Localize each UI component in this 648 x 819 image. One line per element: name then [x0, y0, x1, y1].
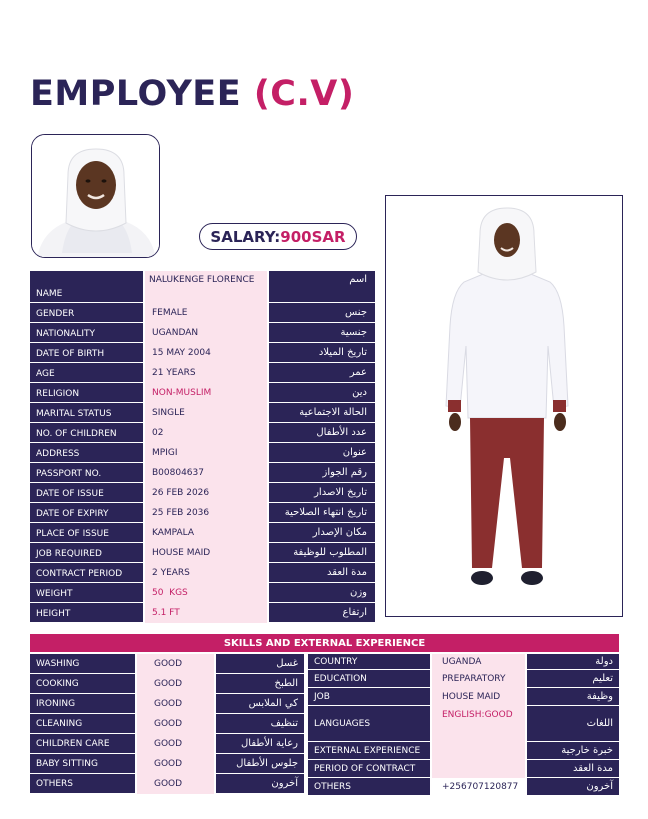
info-value: 02	[143, 423, 269, 443]
skill-label-ar: الطبخ	[216, 674, 304, 694]
skills-section-header: SKILLS AND EXTERNAL EXPERIENCE	[30, 634, 619, 652]
info-value: NALUKENGE FLORENCE	[143, 271, 269, 303]
skill-row-baby-sitting	[30, 754, 304, 774]
info-label: ADDRESS	[30, 443, 143, 463]
info-value: 25 FEB 2036	[143, 503, 269, 523]
info-row-age	[30, 363, 375, 383]
experience-label: OTHERS	[308, 778, 430, 796]
info-value: 26 FEB 2026	[143, 483, 269, 503]
experience-table	[308, 654, 619, 796]
info-label-ar: تاريخ الميلاد	[269, 343, 375, 363]
skill-level: GOOD	[135, 694, 216, 714]
info-label-ar: عدد الأطفال	[269, 423, 375, 443]
info-value: SINGLE	[143, 403, 269, 423]
experience-label: LANGUAGES	[308, 706, 430, 742]
skill-level: GOOD	[135, 754, 216, 774]
info-row-name	[30, 271, 375, 303]
skill-row-cleaning	[30, 714, 304, 734]
info-value: 2 YEARS	[143, 563, 269, 583]
salary-value: 900SAR	[280, 227, 346, 246]
experience-label-ar: تعليم	[527, 670, 619, 688]
info-label: HEIGHT	[30, 603, 143, 623]
info-label-ar: عنوان	[269, 443, 375, 463]
info-value: 15 MAY 2004	[143, 343, 269, 363]
skill-label: OTHERS	[30, 774, 135, 794]
skill-label-ar: رعاية الأطفال	[216, 734, 304, 754]
skill-label: BABY SITTING	[30, 754, 135, 774]
skill-level: GOOD	[135, 774, 216, 794]
info-label: GENDER	[30, 303, 143, 323]
experience-value: UGANDA	[430, 654, 527, 670]
page-title	[30, 74, 354, 114]
info-label: AGE	[30, 363, 143, 383]
experience-value: HOUSE MAID	[430, 688, 527, 706]
skill-label: WASHING	[30, 654, 135, 674]
experience-row-job	[308, 688, 619, 706]
info-value: B00804637	[143, 463, 269, 483]
skill-label-ar: تنظيف	[216, 714, 304, 734]
info-value: 5.1 FT	[143, 603, 269, 623]
info-row-children	[30, 423, 375, 443]
info-label-ar: دين	[269, 383, 375, 403]
info-label: MARITAL STATUS	[30, 403, 143, 423]
skill-row-others	[30, 774, 304, 794]
info-row-passport	[30, 463, 375, 483]
info-label: DATE OF ISSUE	[30, 483, 143, 503]
info-row-date-of-expiry	[30, 503, 375, 523]
experience-value	[430, 742, 527, 760]
experience-label-ar: مدة العقد	[527, 760, 619, 778]
skill-level: GOOD	[135, 714, 216, 734]
info-label-ar: ارتفاع	[269, 603, 375, 623]
skill-row-children-care	[30, 734, 304, 754]
info-label: PLACE OF ISSUE	[30, 523, 143, 543]
skill-label-ar: آخرون	[216, 774, 304, 794]
experience-value: PREPARATORY	[430, 670, 527, 688]
contact-phone: +256707120877	[430, 778, 527, 796]
salary-badge	[199, 223, 357, 250]
info-label: WEIGHT	[30, 583, 143, 603]
info-label-ar: عمر	[269, 363, 375, 383]
skill-label: IRONING	[30, 694, 135, 714]
info-label-ar: جنس	[269, 303, 375, 323]
skill-label: CHILDREN CARE	[30, 734, 135, 754]
info-label-ar: وزن	[269, 583, 375, 603]
info-label-ar: تاريخ الاصدار	[269, 483, 375, 503]
personal-info-table	[30, 271, 375, 623]
title-employee: EMPLOYEE	[30, 74, 242, 114]
experience-label: PERIOD OF CONTRACT	[308, 760, 430, 778]
skill-level: GOOD	[135, 674, 216, 694]
info-value: KAMPALA	[143, 523, 269, 543]
info-label: DATE OF BIRTH	[30, 343, 143, 363]
skill-label-ar: غسل	[216, 654, 304, 674]
info-row-place-of-issue	[30, 523, 375, 543]
info-label-ar: تاريخ انتهاء الصلاحية	[269, 503, 375, 523]
info-label-ar: الحالة الاجتماعية	[269, 403, 375, 423]
info-value: HOUSE MAID	[143, 543, 269, 563]
info-label-ar: جنسية	[269, 323, 375, 343]
skill-row-ironing	[30, 694, 304, 714]
full-body-photo	[385, 195, 623, 617]
experience-value	[430, 760, 527, 778]
info-label-ar: المطلوب للوظيفة	[269, 543, 375, 563]
experience-row-country	[308, 654, 619, 670]
info-row-date-of-birth	[30, 343, 375, 363]
info-label: NAME	[30, 271, 143, 303]
info-label-ar: مدة العقد	[269, 563, 375, 583]
experience-label-ar: اللغات	[527, 706, 619, 742]
experience-label: EDUCATION	[308, 670, 430, 688]
info-value: UGANDAN	[143, 323, 269, 343]
experience-label: COUNTRY	[308, 654, 430, 670]
info-label-ar: اسم	[269, 271, 375, 303]
experience-row-external-experience	[308, 742, 619, 760]
info-row-job-required	[30, 543, 375, 563]
salary-label: SALARY:	[210, 227, 281, 246]
info-label: PASSPORT NO.	[30, 463, 143, 483]
info-value: 50 KGS	[143, 583, 269, 603]
experience-label: EXTERNAL EXPERIENCE	[308, 742, 430, 760]
info-label: JOB REQUIRED	[30, 543, 143, 563]
skill-label: COOKING	[30, 674, 135, 694]
skill-row-cooking	[30, 674, 304, 694]
experience-label-ar: آخرون	[527, 778, 619, 796]
experience-row-languages	[308, 706, 619, 742]
experience-label-ar: دولة	[527, 654, 619, 670]
experience-label-ar: خبرة خارجية	[527, 742, 619, 760]
portrait-photo	[31, 134, 160, 258]
skill-row-washing	[30, 654, 304, 674]
info-row-gender	[30, 303, 375, 323]
info-row-contract-period	[30, 563, 375, 583]
info-value: FEMALE	[143, 303, 269, 323]
info-label: NO. OF CHILDREN	[30, 423, 143, 443]
info-value: MPIGI	[143, 443, 269, 463]
info-row-religion	[30, 383, 375, 403]
info-label: CONTRACT PERIOD	[30, 563, 143, 583]
info-label-ar: رقم الجواز	[269, 463, 375, 483]
experience-row-period-of-contract	[308, 760, 619, 778]
experience-label-ar: وظيفة	[527, 688, 619, 706]
info-value: NON-MUSLIM	[143, 383, 269, 403]
info-label-ar: مكان الإصدار	[269, 523, 375, 543]
experience-row-others	[308, 778, 619, 796]
skill-label: CLEANING	[30, 714, 135, 734]
info-label: DATE OF EXPIRY	[30, 503, 143, 523]
info-row-address	[30, 443, 375, 463]
info-label: NATIONALITY	[30, 323, 143, 343]
skill-level: GOOD	[135, 654, 216, 674]
experience-value: ENGLISH:GOOD	[430, 706, 527, 742]
skill-label-ar: كي الملابس	[216, 694, 304, 714]
skills-table	[30, 654, 304, 794]
info-row-marital-status	[30, 403, 375, 423]
info-row-weight	[30, 583, 375, 603]
skill-label-ar: جلوس الأطفال	[216, 754, 304, 774]
info-row-date-of-issue	[30, 483, 375, 503]
info-row-height	[30, 603, 375, 623]
info-value: 21 YEARS	[143, 363, 269, 383]
info-label: RELIGION	[30, 383, 143, 403]
title-cv: (C.V)	[253, 74, 355, 114]
skill-level: GOOD	[135, 734, 216, 754]
experience-row-education	[308, 670, 619, 688]
info-row-nationality	[30, 323, 375, 343]
experience-label: JOB	[308, 688, 430, 706]
